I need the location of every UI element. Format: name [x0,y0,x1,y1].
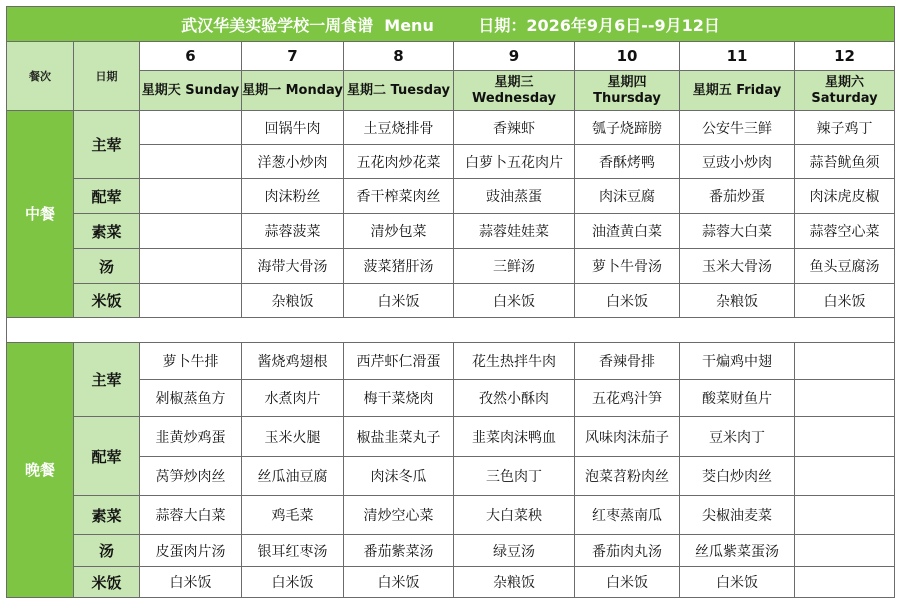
dish-cell: 杂粮饭 [680,284,795,318]
dish-cell: 三鲜汤 [454,249,575,284]
dish-category: 配荤 [74,417,140,496]
menu-row [7,535,895,567]
weekday-label: 星期三Wednesday [454,71,575,111]
dish-cell: 豆米肉丁 [680,417,795,457]
menu-row [7,380,895,417]
dish-category: 汤 [74,535,140,567]
dish-cell: 蒜蓉菠菜 [242,214,344,249]
dish-cell [140,111,242,145]
dish-cell: 萝卜牛排 [140,343,242,380]
day-number: 11 [680,42,795,71]
dish-cell: 酱烧鸡翅根 [242,343,344,380]
dish-cell: 蒜苔鱿鱼须 [795,145,895,179]
dish-cell: 红枣蒸南瓜 [575,496,680,535]
dish-cell: 香辣骨排 [575,343,680,380]
menu-row [7,214,895,249]
dish-category: 主荤 [74,111,140,179]
dish-cell: 酸菜财鱼片 [680,380,795,417]
dish-cell: 椒盐韭菜丸子 [344,417,454,457]
dish-cell [140,249,242,284]
dish-cell: 香辣虾 [454,111,575,145]
weekday-label: 星期四 Thursday [575,71,680,111]
dish-cell: 白米饭 [680,567,795,598]
dinner-meal-label: 晚餐 [7,343,74,598]
dish-cell: 番茄炒蛋 [680,179,795,214]
dish-cell: 茭白炒肉丝 [680,457,795,496]
section-divider [7,318,895,343]
dish-cell: 白米饭 [795,284,895,318]
dish-cell: 尖椒油麦菜 [680,496,795,535]
dish-cell: 鸡毛菜 [242,496,344,535]
dish-cell: 三色肉丁 [454,457,575,496]
dish-cell: 香酥烤鸭 [575,145,680,179]
dish-category: 米饭 [74,567,140,598]
weekly-menu-table [6,6,895,598]
dish-cell: 丝瓜紫菜蛋汤 [680,535,795,567]
dish-cell: 白米饭 [140,567,242,598]
dish-cell: 香干榨菜肉丝 [344,179,454,214]
dish-cell: 辣子鸡丁 [795,111,895,145]
dish-cell: 丝瓜油豆腐 [242,457,344,496]
dish-cell: 银耳红枣汤 [242,535,344,567]
day-number: 6 [140,42,242,71]
lunch-section [7,111,895,318]
menu-row [7,343,895,380]
menu-row [7,249,895,284]
dish-cell: 白米饭 [242,567,344,598]
dish-cell [140,284,242,318]
weekday-label: 星期一 Monday [242,71,344,111]
lunch-meal-label: 中餐 [7,111,74,318]
dish-cell: 清炒包菜 [344,214,454,249]
menu-row [7,284,895,318]
dish-cell: 风味肉沫茄子 [575,417,680,457]
day-number: 9 [454,42,575,71]
menu-row [7,417,895,457]
dish-cell: 蒜蓉娃娃菜 [454,214,575,249]
dish-cell: 皮蛋肉片汤 [140,535,242,567]
dish-cell [795,343,895,380]
dish-cell: 回锅牛肉 [242,111,344,145]
dish-cell: 玉米大骨汤 [680,249,795,284]
dish-cell: 白米饭 [344,284,454,318]
dish-cell [795,457,895,496]
day-number: 12 [795,42,895,71]
dish-cell: 菠菜猪肝汤 [344,249,454,284]
dish-cell: 肉沫豆腐 [575,179,680,214]
dish-cell: 五花肉炒花菜 [344,145,454,179]
weekday-label: 星期五 Friday [680,71,795,111]
dish-cell: 孜然小酥肉 [454,380,575,417]
dish-cell: 番茄肉丸汤 [575,535,680,567]
dish-cell: 萝卜牛骨汤 [575,249,680,284]
weekday-label: 星期天 Sunday [140,71,242,111]
dish-cell: 莴笋炒肉丝 [140,457,242,496]
dish-cell: 玉米火腿 [242,417,344,457]
dish-cell [795,567,895,598]
dish-cell: 番茄紫菜汤 [344,535,454,567]
dish-cell [140,179,242,214]
dish-cell [795,417,895,457]
dish-cell: 韭黄炒鸡蛋 [140,417,242,457]
dish-cell: 豆豉小炒肉 [680,145,795,179]
dish-cell: 豉油蒸蛋 [454,179,575,214]
dish-cell [795,535,895,567]
dish-cell [140,214,242,249]
menu-sheet [6,6,894,598]
menu-row [7,496,895,535]
menu-row [7,111,895,145]
dish-cell: 鱼头豆腐汤 [795,249,895,284]
dish-category: 素菜 [74,496,140,535]
dish-cell [795,496,895,535]
dish-cell: 水煮肉片 [242,380,344,417]
dish-cell: 大白菜秧 [454,496,575,535]
dish-cell: 公安牛三鲜 [680,111,795,145]
dish-cell: 白米饭 [344,567,454,598]
dish-cell: 海带大骨汤 [242,249,344,284]
weekday-label: 星期六 Saturday [795,71,895,111]
day-number: 8 [344,42,454,71]
menu-title: 武汉华美实验学校一周食谱 Menu 日期：2026年9月6日--9月12日 [7,7,895,42]
dish-category: 米饭 [74,284,140,318]
date-column-header: 日期 [74,42,140,111]
dish-cell: 土豆烧排骨 [344,111,454,145]
dish-category: 配荤 [74,179,140,214]
dish-cell: 绿豆汤 [454,535,575,567]
menu-row [7,145,895,179]
weekday-label: 星期二 Tuesday [344,71,454,111]
dish-cell: 杂粮饭 [242,284,344,318]
meal-column-header: 餐次 [7,42,74,111]
day-number: 7 [242,42,344,71]
menu-row [7,567,895,598]
dish-cell: 西芹虾仁滑蛋 [344,343,454,380]
dish-cell: 梅干菜烧肉 [344,380,454,417]
dish-cell: 洋葱小炒肉 [242,145,344,179]
day-number: 10 [575,42,680,71]
dish-cell: 五花鸡汁笋 [575,380,680,417]
menu-row [7,457,895,496]
dish-cell: 白米饭 [454,284,575,318]
dish-cell: 肉沫冬瓜 [344,457,454,496]
dish-cell: 蒜蓉空心菜 [795,214,895,249]
dish-cell: 瓠子烧蹄膀 [575,111,680,145]
dish-cell: 杂粮饭 [454,567,575,598]
dish-cell: 花生热拌牛肉 [454,343,575,380]
dish-category: 素菜 [74,214,140,249]
dish-cell: 泡菜苕粉肉丝 [575,457,680,496]
dish-cell [795,380,895,417]
dish-cell: 白萝卜五花肉片 [454,145,575,179]
dinner-section [7,343,895,598]
menu-row [7,179,895,214]
dish-cell: 肉沫虎皮椒 [795,179,895,214]
dish-cell: 干煸鸡中翅 [680,343,795,380]
dish-cell: 油渣黄白菜 [575,214,680,249]
dish-cell: 蒜蓉大白菜 [680,214,795,249]
dish-cell: 肉沫粉丝 [242,179,344,214]
dish-cell: 清炒空心菜 [344,496,454,535]
dish-category: 主荤 [74,343,140,417]
dish-cell: 白米饭 [575,567,680,598]
dish-category: 汤 [74,249,140,284]
dish-cell: 韭菜肉沫鸭血 [454,417,575,457]
dish-cell: 剁椒蒸鱼方 [140,380,242,417]
dish-cell: 白米饭 [575,284,680,318]
dish-cell: 蒜蓉大白菜 [140,496,242,535]
dish-cell [140,145,242,179]
